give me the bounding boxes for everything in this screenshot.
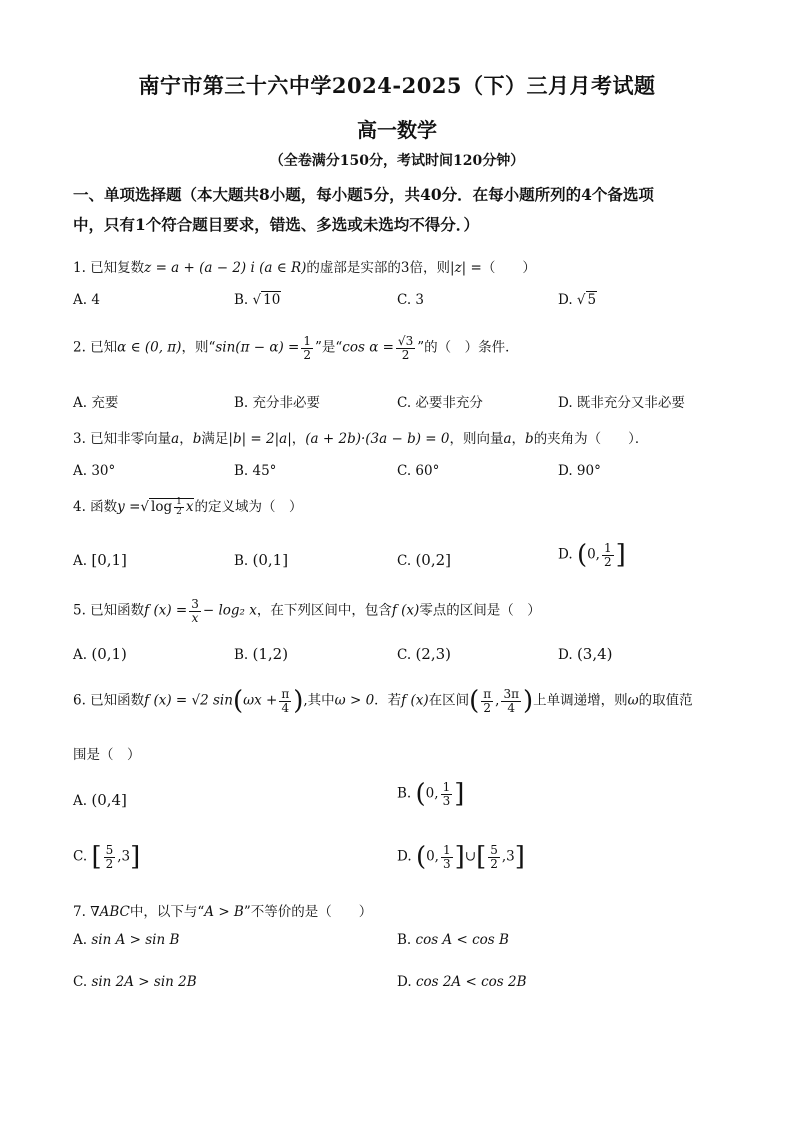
q6-option-a-label: A.: [73, 793, 88, 809]
q6-option-a-value: (0,4]: [91, 791, 127, 809]
q2-expression2: cos α =: [342, 339, 394, 356]
q2-fraction-half: [301, 335, 313, 361]
q6-text3: 在区间: [428, 692, 470, 709]
q1-option-b: B. √ 10: [234, 292, 281, 308]
q4-tail: 的定义域为（ ）: [194, 499, 303, 515]
q3-comma: ，: [179, 431, 193, 447]
q5-option-c-label: C.: [397, 647, 412, 663]
q4-log: log: [151, 499, 173, 515]
q2-root3-num: √3: [397, 334, 414, 348]
q1-option-d-value: 5: [587, 292, 597, 308]
q1-option-c: C. 3: [397, 292, 425, 308]
question-2: [73, 335, 519, 361]
q6-rparen: ): [293, 686, 304, 716]
q1-prefix: 1. 已知复数: [73, 260, 145, 276]
q5-option-c: [397, 645, 451, 663]
q6-option-d-den2: 2: [490, 856, 498, 871]
q7-text1: 中，以下与“: [129, 904, 205, 920]
q6-int-frac1: [481, 688, 493, 714]
q4-option-c: [397, 551, 451, 569]
q6-int-num2: 3π: [503, 686, 519, 701]
q3-option-a: A. 30°: [73, 463, 116, 479]
q3-text2: 满足: [201, 431, 229, 447]
q6-option-d-fraction2: [488, 844, 500, 870]
q1-modulus: |z| =: [450, 260, 482, 276]
q3-condition1: |b| = 2|a|: [228, 431, 292, 447]
q4-radical: [149, 498, 194, 515]
q5-option-a: [73, 645, 127, 663]
q5-fx2: f (x): [391, 602, 420, 619]
q2-half-den: 2: [303, 347, 311, 362]
q6-option-d-lparen: (: [415, 842, 427, 872]
q4-option-c-value: (0,2]: [415, 551, 451, 569]
q4-option-d-num: 1: [603, 540, 612, 555]
q2-fraction-root3: [396, 335, 415, 361]
q2-option-a: A. 充要: [73, 395, 119, 411]
q3-text4: 的夹角为（ ）．: [533, 431, 649, 447]
q3-vector-a: a: [171, 431, 180, 447]
q5-option-b: [234, 645, 288, 663]
q6-int-num1: π: [483, 686, 492, 701]
q2-text1: ，则“: [181, 339, 216, 356]
q5-log-term: − log₂ x: [202, 602, 257, 619]
q7-option-d-value: cos 2A < cos 2B: [415, 974, 527, 990]
section-heading-line1: 一、单项选择题（本大题共8小题，每小题5分，共40分．在每小题所列的4个备选项: [73, 185, 654, 204]
q4-option-d-fraction: [602, 542, 614, 568]
q5-text1: ，在下列区间中，包含: [256, 602, 392, 619]
q6-pi-fraction: [279, 688, 291, 714]
q5-option-d-value: (3,4): [576, 645, 613, 663]
q6-option-b-den: 3: [442, 793, 451, 808]
q6-option-b-num: 1: [442, 779, 451, 794]
q4-option-b: [234, 551, 288, 569]
q6-fx2: f (x): [401, 692, 429, 709]
q6-inner: ωx +: [243, 692, 278, 709]
q4-option-d-label: D.: [558, 546, 573, 563]
q3-option-b: B. 45°: [234, 463, 277, 479]
q4-option-d-rbracket: ]: [615, 540, 626, 570]
q4-base-num: 1: [176, 496, 182, 507]
q6-option-c-num: 5: [105, 842, 114, 857]
exam-title: 南宁市第三十六中学2024-2025（下）三月月考试题: [138, 73, 656, 98]
q6-option-d-num1: 1: [442, 842, 451, 857]
q5-option-b-value: (1,2): [252, 645, 289, 663]
q4-y: y =: [117, 499, 141, 515]
q7-option-c-value: sin 2A > sin 2B: [91, 974, 197, 990]
q2-option-b: B. 充分非必要: [234, 395, 321, 411]
q6-option-c-lbracket: [: [91, 842, 102, 872]
q2-expression1: sin(π − α) =: [215, 339, 300, 356]
q5-prefix: 5. 已知函数: [73, 602, 145, 619]
q7-prefix: 7.: [73, 904, 86, 920]
q7-option-b: [397, 932, 509, 948]
q6-option-c-den: 2: [105, 856, 114, 871]
q4-base-den: 2: [176, 507, 182, 517]
q7-option-a: [73, 932, 179, 948]
question-5: [73, 598, 541, 624]
q1-option-b-value: 10: [263, 292, 281, 308]
q6-option-b-lparen: (: [415, 779, 426, 809]
q6-text2: ．若: [374, 692, 402, 709]
q2-text3: ”的（ ）条件．: [417, 339, 519, 356]
q3-option-d: D. 90°: [558, 463, 601, 479]
q3-text1: 3. 已知非零向量: [73, 431, 172, 447]
q7-option-c-label: C.: [73, 974, 88, 990]
q6-int-den1: 2: [483, 700, 492, 715]
q6-prefix: 6. 已知函数: [73, 692, 145, 709]
q6-pi-den: 4: [281, 700, 290, 715]
q6-int-den2: 4: [507, 700, 516, 715]
q1-expression: z = a + (a − 2) i (a ∈ R): [144, 260, 307, 276]
q5-option-c-value: (2,3): [415, 645, 451, 663]
q5-option-b-label: B.: [234, 647, 249, 663]
q2-option-d: D. 既非充分又非必要: [558, 395, 685, 411]
q6-lparen: (: [232, 686, 244, 716]
q5-option-d-label: D.: [558, 647, 573, 663]
q6-option-d-rbracket1: ]: [454, 842, 465, 872]
q6-option-c-rbracket: ]: [130, 842, 141, 872]
q5-option-a-label: A.: [73, 647, 88, 663]
q6-text5: 的取值范: [638, 692, 693, 709]
question-3: [73, 427, 648, 447]
q7-option-d: [397, 974, 527, 990]
q2-condition: α ∈ (0, π): [117, 339, 182, 356]
q6-option-d-num2: 5: [490, 842, 498, 857]
q6-omega: ω: [627, 692, 639, 709]
q7-option-c: [73, 974, 197, 990]
q4-prefix: 4. 函数: [73, 499, 118, 515]
q4-option-a: [73, 551, 127, 569]
q2-root3-den: 2: [401, 347, 410, 362]
q4-option-d: [558, 540, 626, 570]
q6-option-d-cup: ∪: [464, 848, 477, 865]
q6-option-b-pre: 0,: [425, 785, 439, 802]
q1-option-d-label: D.: [558, 292, 573, 308]
q6-option-d-fraction1: [441, 844, 453, 870]
question-1: [73, 256, 536, 276]
q6-option-d: [397, 842, 525, 872]
q6-option-c-post: ,3: [117, 848, 131, 865]
q2-prefix: 2. 已知: [73, 339, 118, 356]
q7-text2: ”不等价的是（ ）: [243, 904, 373, 920]
q6-option-c: [73, 842, 140, 872]
q6-int-rparen: ): [522, 686, 534, 716]
q6-int-frac2: [501, 688, 521, 714]
q3-comma3: ，: [511, 431, 526, 447]
q5-frac-num: 3: [191, 597, 199, 611]
q6-option-b: [397, 779, 464, 809]
q4-option-d-den: 2: [603, 554, 612, 569]
q1-mid: 的虚部是实部的3倍，则: [306, 260, 451, 276]
q6-omega-cond: ω > 0: [334, 692, 375, 709]
q4-x: x: [185, 499, 194, 515]
q5-fx: f (x) =: [144, 602, 188, 619]
q6-option-b-fraction: [441, 781, 453, 807]
q3-vector-a2: a: [503, 431, 512, 447]
q7-option-b-value: cos A < cos B: [415, 932, 509, 948]
subject-title: 高一数学: [357, 118, 437, 142]
q4-option-b-label: B.: [234, 553, 249, 569]
q4-option-d-pre: 0,: [587, 546, 600, 563]
q4-option-b-value: (0,1]: [252, 551, 289, 569]
q2-option-c: C. 必要非充分: [397, 395, 483, 411]
q7-option-a-label: A.: [73, 932, 88, 948]
q6-line2: 围是（ ）: [73, 747, 141, 763]
q7-option-a-value: sin A > sin B: [91, 932, 180, 948]
q4-option-a-value: [0,1]: [91, 551, 127, 569]
q4-log-base: [174, 498, 184, 518]
q6-option-b-label: B.: [397, 785, 412, 802]
q6-pi-num: π: [281, 686, 290, 701]
q6-option-d-rbracket2: ]: [514, 842, 525, 872]
q5-option-a-value: (0,1): [91, 645, 127, 663]
q7-option-d-label: D.: [397, 974, 412, 990]
q7-comparison: A > B: [204, 904, 244, 920]
q6-text1: ,其中: [303, 692, 335, 709]
q6-int-lparen: (: [469, 686, 480, 716]
q6-fx: f (x) = √2 sin: [144, 692, 233, 709]
q6-option-d-pre: 0,: [426, 848, 439, 865]
q6-option-a: [73, 791, 127, 809]
q6-text4: 上单调递增，则: [533, 692, 628, 709]
q1-option-d: D. √ 5: [558, 292, 597, 308]
q5-option-d: [558, 645, 613, 663]
q6-option-c-label: C.: [73, 848, 88, 865]
q6-option-c-fraction: [104, 844, 116, 870]
q4-option-a-label: A.: [73, 553, 88, 569]
question-7: [73, 900, 372, 920]
q5-text2: 零点的区间是（ ）: [419, 602, 541, 619]
q1-tail: （ ）: [481, 260, 536, 276]
q6-option-b-rbracket: ]: [454, 779, 465, 809]
q7-triangle: ∇ABC: [90, 904, 130, 920]
q6-option-d-den1: 3: [442, 856, 451, 871]
q2-text2: ”是“: [314, 339, 343, 356]
q3-option-c: C. 60°: [397, 463, 440, 479]
q1-option-a: A. 4: [73, 292, 100, 308]
q5-fraction: [189, 598, 201, 624]
q3-text3: ，则向量: [449, 431, 504, 447]
question-4: 4. 函数y =√ log $\frac{1}{2}$ x的定义域为（ ）: [73, 496, 303, 517]
question-6: 6. 已知函数f (x) = √2 sin(ωx + $\frac{\pi}{4}$ ),其中ω > 0．若f (x)在区间( $\frac{\pi}{2}$ , $\frac{3\pi}{4}$ )上单调递增，则ω的取值范: [73, 686, 693, 716]
q4-option-c-label: C.: [397, 553, 412, 569]
q4-option-d-lparen: (: [576, 540, 588, 570]
q3-comma2: ，: [291, 431, 306, 447]
q2-half-num: 1: [303, 334, 311, 348]
q7-option-b-label: B.: [397, 932, 412, 948]
q3-condition2: (a + 2b)·(3a − b) = 0: [305, 431, 450, 447]
q3-vector-b2: b: [525, 431, 534, 447]
section-heading-line2: 中，只有1个符合题目要求，错选、多选或未选均不得分．）: [73, 215, 480, 234]
q6-option-d-post: ,3: [501, 848, 515, 865]
exam-note: （全卷满分150分，考试时间120分钟）: [269, 153, 525, 169]
q3-vector-b: b: [192, 431, 202, 447]
q5-frac-den: x: [191, 610, 199, 625]
q6-option-d-label: D.: [397, 848, 412, 865]
q6-option-d-lbracket2: [: [476, 842, 487, 872]
q1-option-b-label: B.: [234, 292, 249, 308]
